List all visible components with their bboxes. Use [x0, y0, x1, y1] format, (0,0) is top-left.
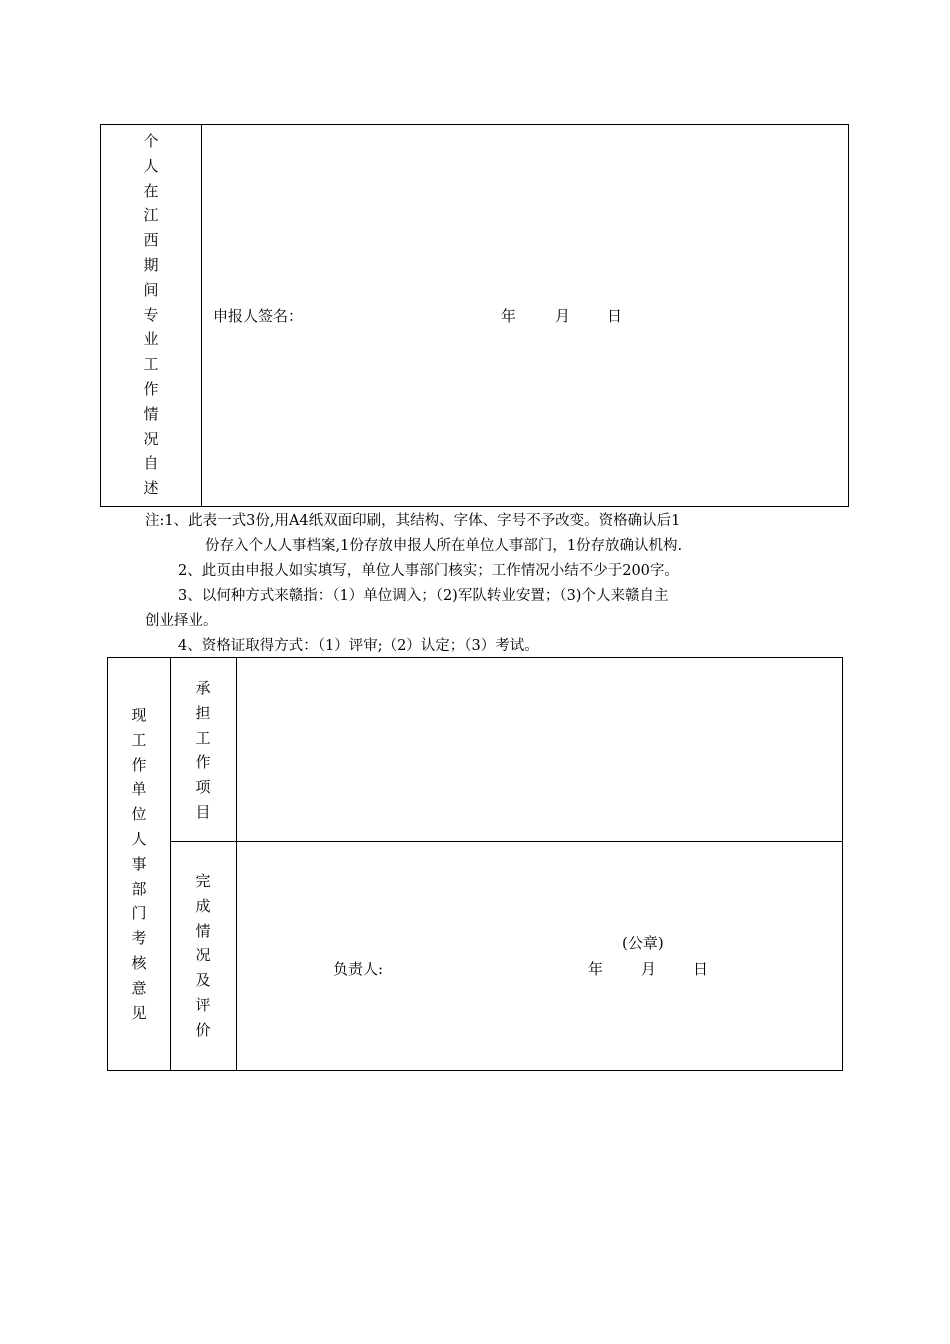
- assessment-side-label: 现工作单位人事部门考核意见: [131, 706, 147, 1022]
- note-line-1b: 份存入个人人事档案,1份存放申报人所在单位人事部门，1份存放确认机构.: [205, 538, 683, 554]
- assessment-table: [107, 657, 843, 1071]
- assessment-month: 月: [641, 960, 657, 978]
- signature-day: 日: [607, 307, 623, 325]
- responsible-person-area[interactable]: [333, 958, 383, 979]
- signature-month: 月: [555, 307, 571, 325]
- signature-area[interactable]: [213, 305, 303, 326]
- note-line-2: 2、此页由申报人如实填写，单位人事部门核实；工作情况小结不少于200字。: [178, 563, 679, 579]
- responsible-person-label: 负责人:: [333, 960, 384, 978]
- note-line-3: 3、以何种方式来赣指：（1）单位调入；（2)军队转业安置；（3)个人来赣自主: [178, 588, 669, 604]
- signature-label: 申报人签名：: [213, 307, 304, 325]
- assessment-year: 年: [588, 960, 604, 978]
- assessment-divider-1: [170, 657, 171, 1071]
- official-seal: (公章): [622, 934, 664, 952]
- note-line-1: 注:1、此表一式3份,用A4纸双面印刷，其结构、字体、字号不予改变。资格确认后1: [145, 513, 681, 529]
- note-line-4: 4、资格证取得方式：（1）评审;（2）认定；（3）考试。: [178, 638, 539, 654]
- assessment-row-divider: [170, 841, 843, 842]
- note-line-3b: 创业择业。: [145, 613, 218, 629]
- self-statement-divider: [201, 124, 202, 507]
- assessment-divider-2: [236, 657, 237, 1071]
- work-items-label: 承担工作项目: [195, 679, 211, 821]
- signature-year: 年: [501, 307, 517, 325]
- completion-label: 完成情况及评价: [195, 872, 211, 1039]
- assessment-day: 日: [693, 960, 709, 978]
- self-statement-side-label: 个人在江西期间专业工作情况自述: [143, 132, 159, 498]
